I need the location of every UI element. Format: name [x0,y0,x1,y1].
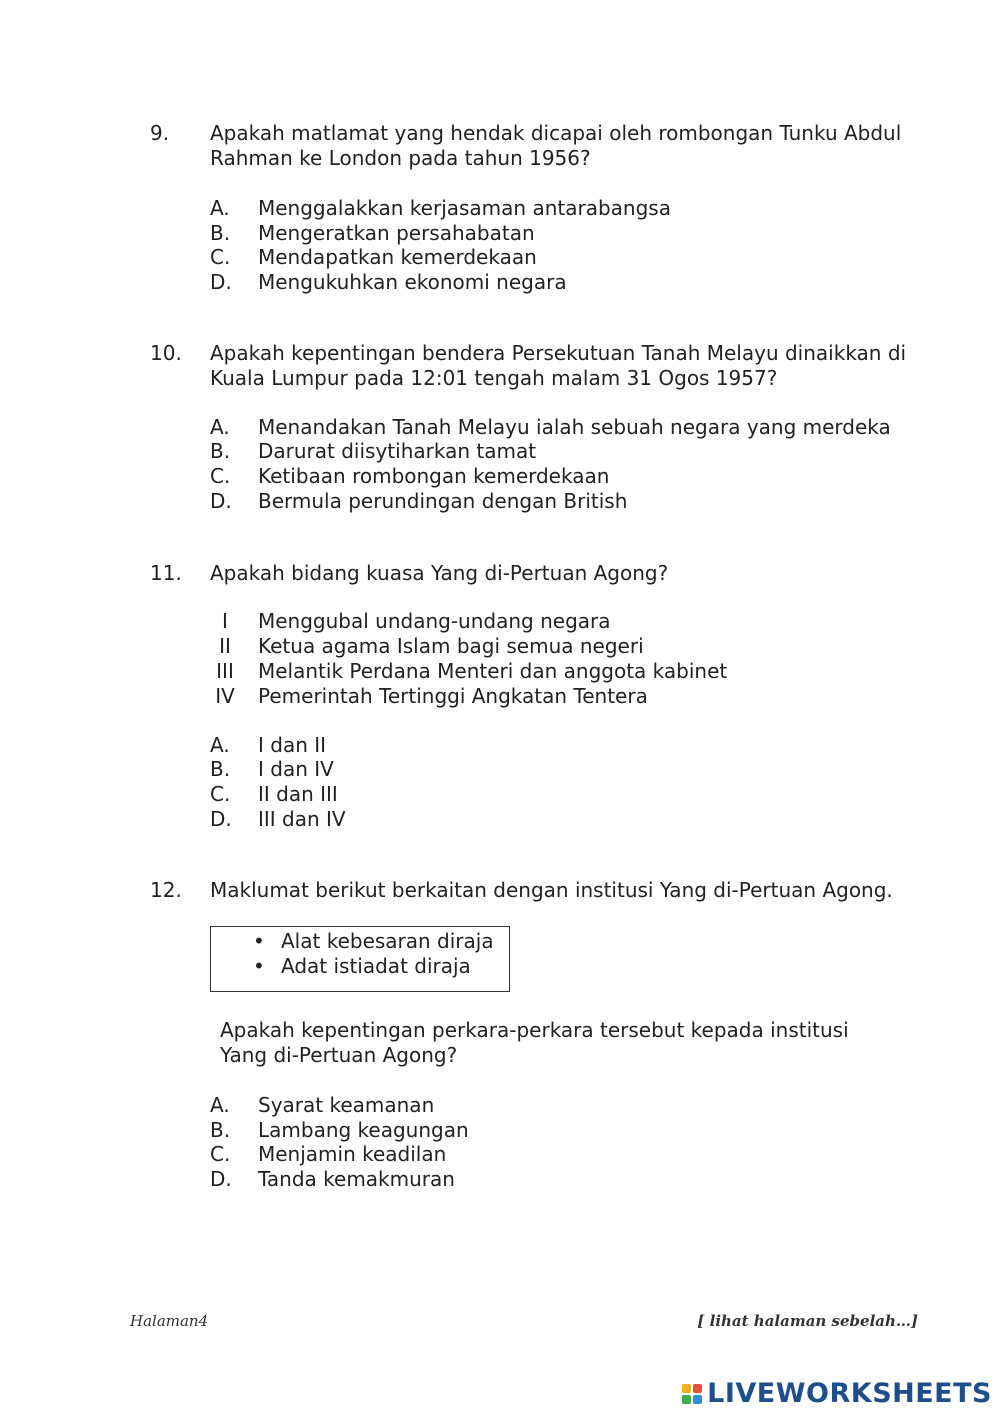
option-d[interactable]: D. Bermula perundingan dengan British [210,489,628,513]
box-item: • Alat kebesaran diraja [253,929,494,953]
statement-ii: II Ketua agama Islam bagi semua negeri [219,634,644,658]
next-page-note: [ lihat halaman sebelah…] [697,1312,918,1330]
question-number: 10. [150,341,182,365]
option-a[interactable]: A. Syarat keamanan [210,1093,435,1117]
option-c[interactable]: C. Mendapatkan kemerdekaan [210,245,537,269]
option-c[interactable]: C. Menjamin keadilan [210,1142,447,1166]
page-number: Halaman4 [130,1312,209,1330]
option-b[interactable]: B. Lambang keagungan [210,1118,469,1142]
question-number: 9. [150,121,170,145]
option-d[interactable]: D. Tanda kemakmuran [210,1167,455,1191]
question-number: 12. [150,878,182,902]
question-text: Apakah kepentingan bendera Persekutuan Tanah Melayu dinaikkan di Kuala Lumpur pada 12:01 tengah malam 31 Ogos 1957? [210,341,907,390]
option-a[interactable]: A. I dan II [210,733,327,757]
statement-i: I Menggubal undang-undang negara [222,609,611,633]
statement-iii: III Melantik Perdana Menteri dan anggota kabinet [216,659,728,683]
follow-up-line-2: Yang di-Pertuan Agong? [220,1043,458,1067]
option-a[interactable]: A. Menggalakkan kerjasaman antarabangsa [210,196,671,220]
option-b[interactable]: B. Darurat diisytiharkan tamat [210,439,537,463]
liveworksheets-logo-icon [682,1384,702,1404]
question-text: Apakah matlamat yang hendak dicapai oleh rombongan Tunku Abdul Rahman ke London pada tahun 1956? [210,121,902,170]
option-c[interactable]: C. Ketibaan rombongan kemerdekaan [210,464,610,488]
question-text: Maklumat berikut berkaitan dengan institusi Yang di-Pertuan Agong. [210,878,893,902]
question-text: Apakah bidang kuasa Yang di-Pertuan Agong? [210,561,669,585]
statement-iv: IV Pemerintah Tertinggi Angkatan Tentera [215,684,648,708]
info-box [210,926,510,992]
box-item: • Adat istiadat diraja [253,954,471,978]
option-d[interactable]: D. Mengukuhkan ekonomi negara [210,270,567,294]
brand-name: LIVEWORKSHEETS [707,1378,992,1409]
follow-up-line-1: Apakah kepentingan perkara-perkara tersebut kepada institusi [220,1018,849,1042]
option-a[interactable]: A. Menandakan Tanah Melayu ialah sebuah negara yang merdeka [210,415,891,439]
option-c[interactable]: C. II dan III [210,782,338,806]
option-b[interactable]: B. I dan IV [210,757,334,781]
option-b[interactable]: B. Mengeratkan persahabatan [210,221,535,245]
question-number: 11. [150,561,182,585]
liveworksheets-brand[interactable] [682,1378,992,1409]
option-d[interactable]: D. III dan IV [210,807,346,831]
